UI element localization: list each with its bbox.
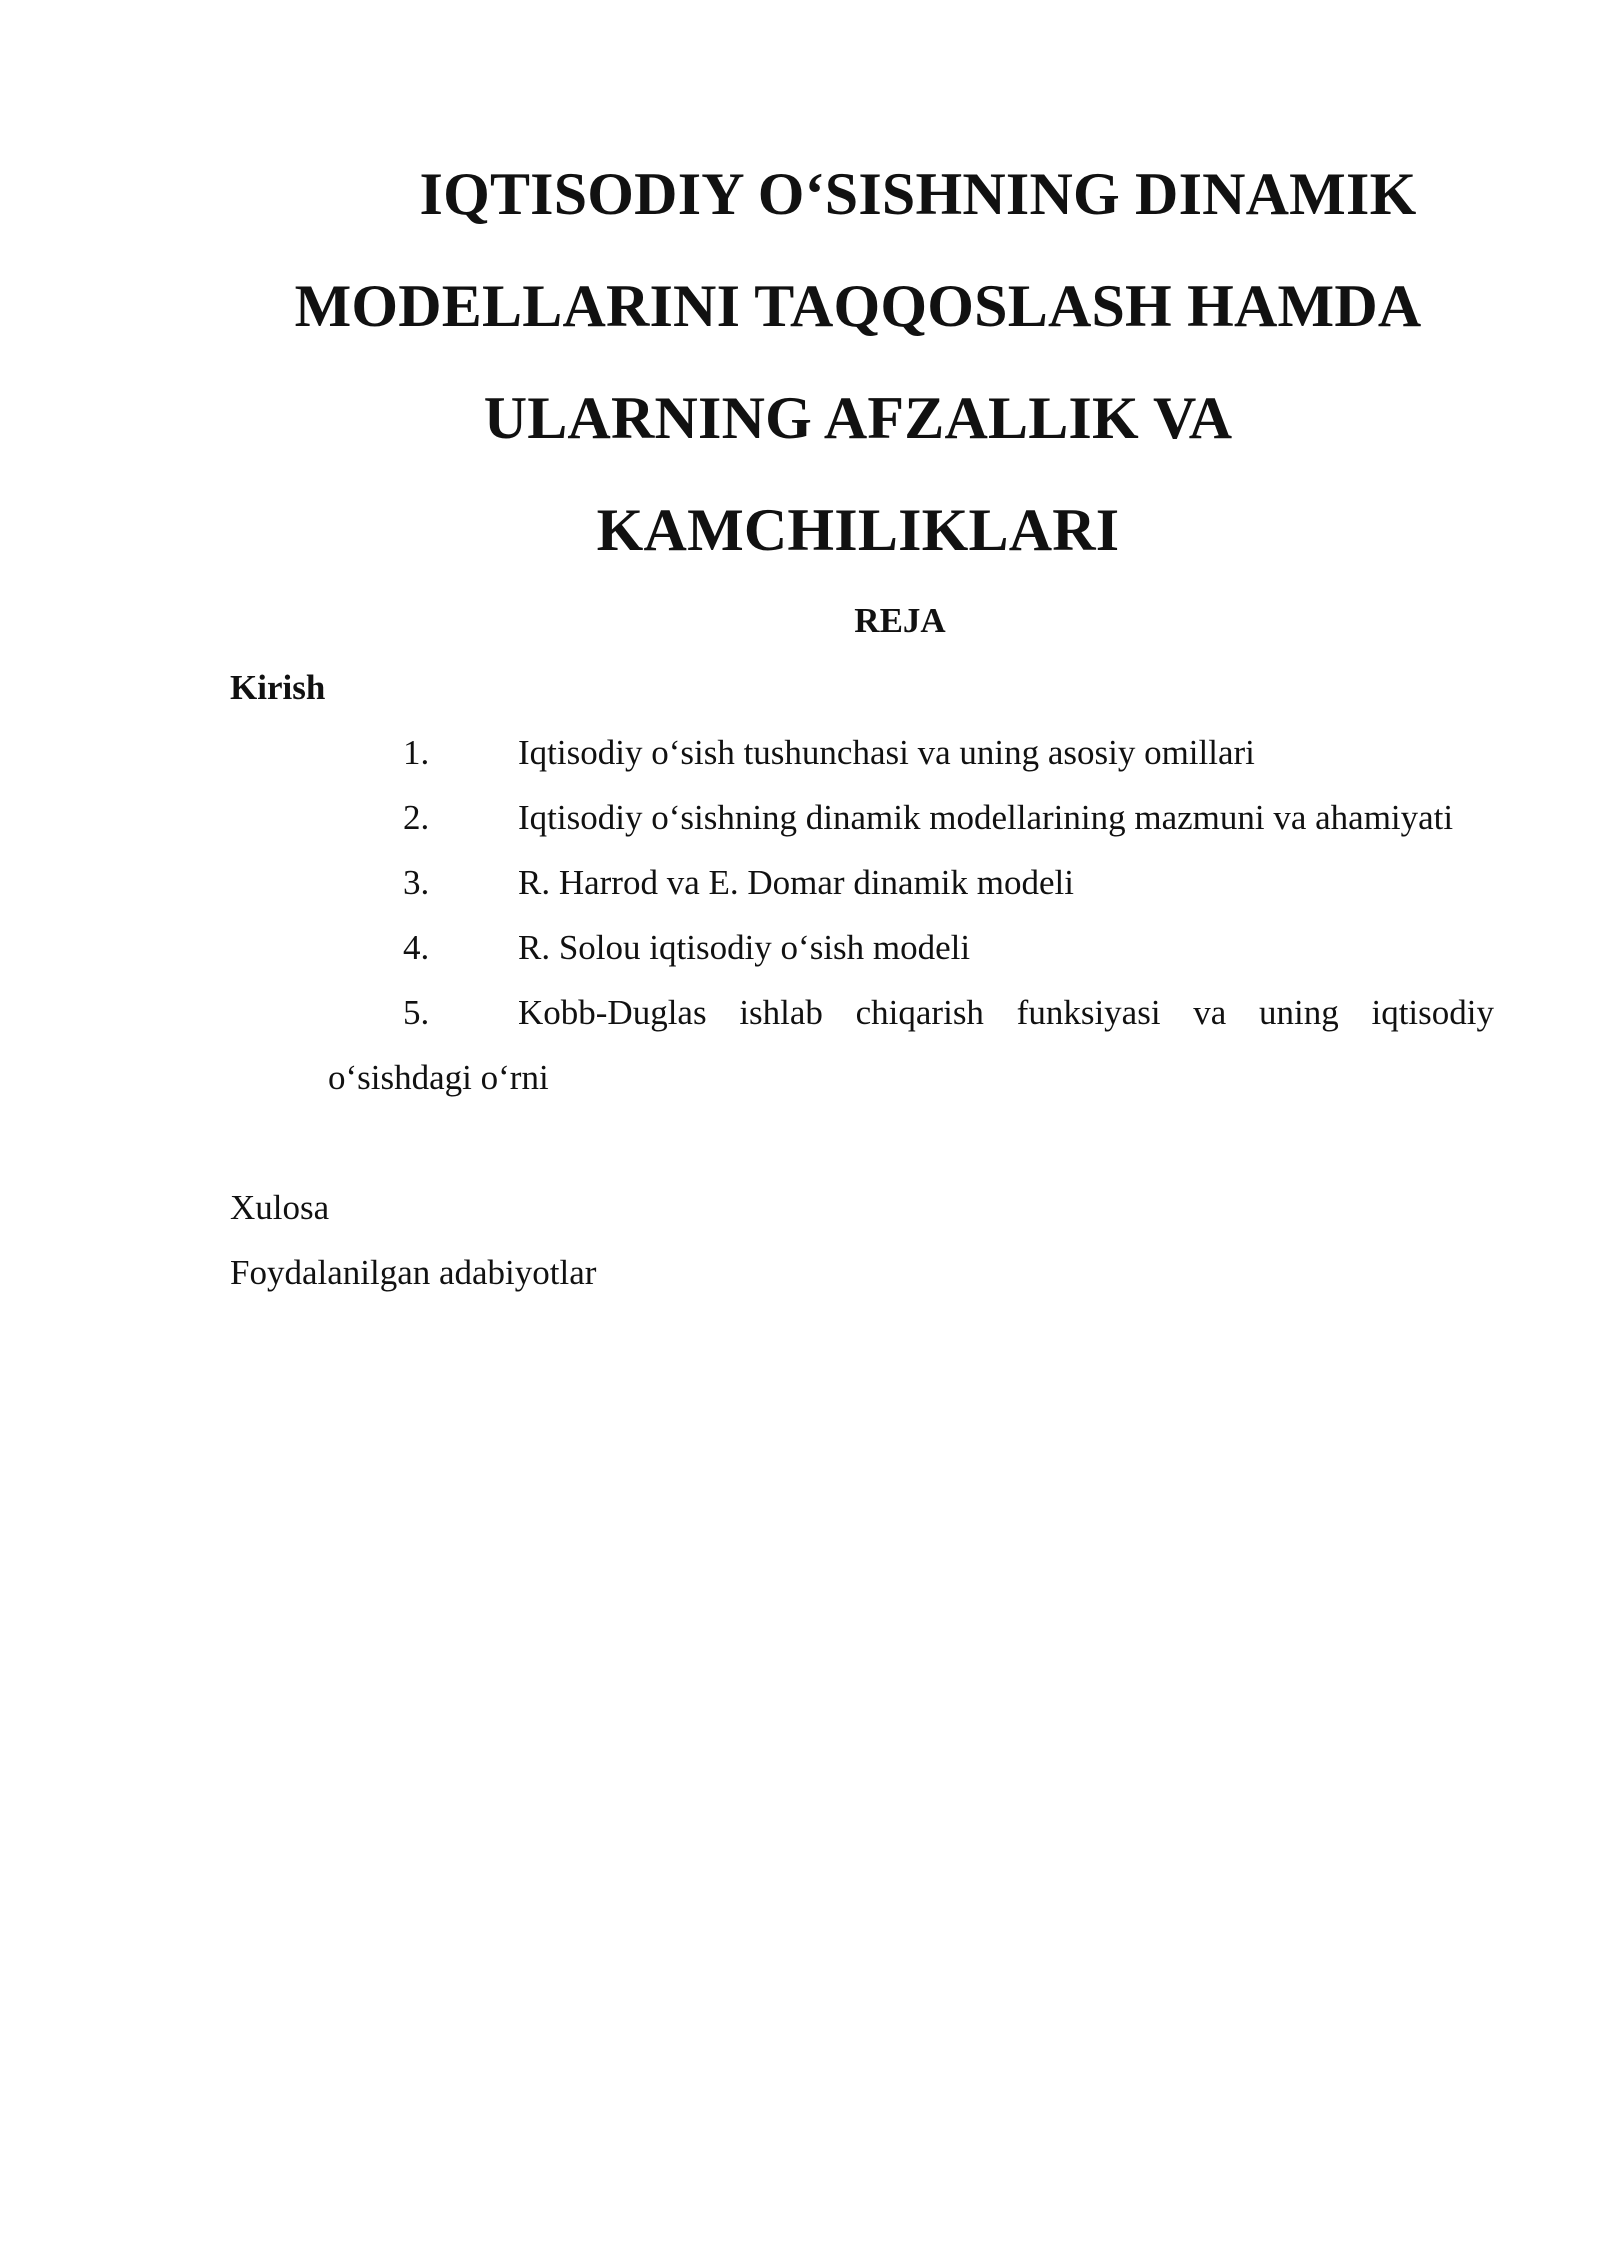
- plan-item-text: R. Solou iqtisodiy o‘sish modeli: [518, 928, 971, 967]
- plan-item-text: Kobb-Duglas ishlab chiqarish funksiyasi va uning iqtisodiy o‘sishdagi o‘rni: [328, 993, 1494, 1097]
- plan-item: [230, 720, 1494, 785]
- title-line: IQTISODIY O‘SISHNING DINAMIK: [419, 161, 1417, 227]
- plan-item-number: 2.: [403, 798, 430, 837]
- conclusion-label: Xulosa: [230, 1188, 330, 1227]
- plan-item-text: Iqtisodiy o‘sish tushunchasi va uning asosiy omillari: [518, 733, 1255, 772]
- plan-item: [230, 980, 1494, 1110]
- plan-item: [230, 785, 1494, 850]
- plan-heading: REJA: [854, 601, 946, 640]
- title-line: ULARNING AFZALLIK VA: [483, 385, 1233, 451]
- plan-list: [230, 720, 1494, 1110]
- introduction-label: Kirish: [230, 668, 326, 707]
- plan-item-number: 1.: [403, 733, 430, 772]
- plan-item-number: 3.: [403, 863, 430, 902]
- plan-item-number: 4.: [403, 928, 430, 967]
- title-line: MODELLARINI TAQQOSLASH HAMDA: [294, 273, 1422, 339]
- plan-item-text: Iqtisodiy o‘sishning dinamik modellarining mazmuni va ahamiyati: [518, 798, 1454, 837]
- plan-item: [230, 850, 1494, 915]
- plan-item-text: R. Harrod va E. Domar dinamik modeli: [518, 863, 1074, 902]
- references-label: Foydalanilgan adabiyotlar: [230, 1253, 597, 1292]
- plan-item-number: 5.: [403, 993, 430, 1032]
- plan-item: [230, 915, 1494, 980]
- title-line: KAMCHILIKLARI: [596, 497, 1120, 563]
- document-title: [230, 138, 1486, 586]
